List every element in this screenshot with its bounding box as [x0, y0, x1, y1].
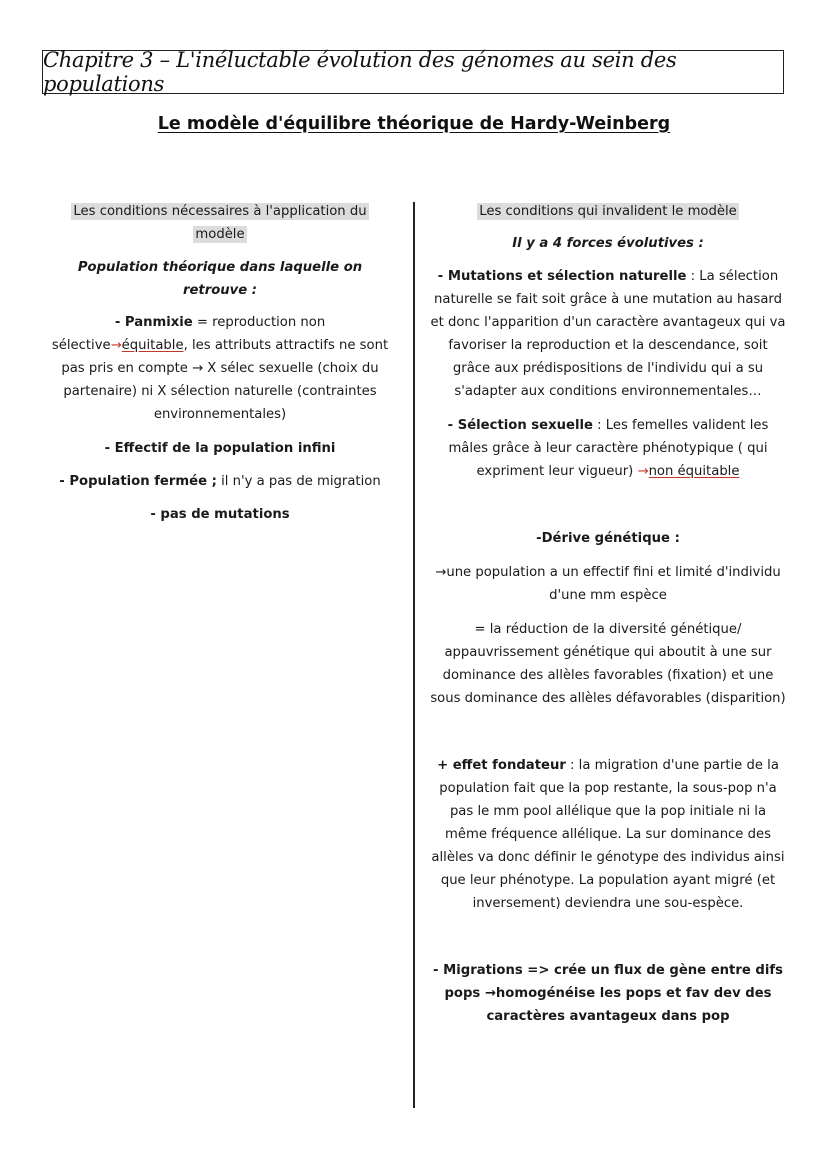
title-box [42, 50, 784, 94]
page-title: Chapitre 3 – L'inéluctable évolution des génomes au sein des populations [43, 48, 677, 96]
derive-paragraph-1: →une population a un effectif fini et limité d'individu d'une mm espèce [435, 565, 781, 603]
left-column [44, 200, 396, 526]
derive-paragraph-2: = la réduction de la diversité génétique/ appauvrissement génétique qui aboutit à une sur dominance des allèles favorables (fixation) et une sous dominance des allèles défavorables (disparition) [430, 622, 786, 706]
arrow-icon: → [435, 565, 447, 580]
left-heading: Les conditions nécessaires à l'application du modèle [73, 204, 367, 242]
arrow-icon: → [637, 464, 649, 479]
arrow-icon: → [484, 986, 496, 1001]
effet-fondateur-paragraph: + effet fondateur : la migration d'une partie de la population fait que la pop restante, la sous-pop n'a pas le mm pool allélique que la pop initiale ni la même fréquence allélique. La sur dominance des allèles va donc définir le génotype des individus ainsi que leur phénotype. La population ayant migré (et inversement) deviendra une sou-espèce. [431, 758, 785, 911]
fermee-paragraph: - Population fermée ; il n'y a pas de migration [59, 474, 381, 489]
right-column [430, 200, 786, 1028]
mutations-selection-paragraph: - Mutations et sélection naturelle : La sélection naturelle se fait soit grâce à une mutation au hasard et donc l'apparition d'un caractère avantageux qui va favoriser la reproduction et la descendance, soit grâce aux prédispositions de l'individu qui a su s'adapter aux conditions environnementales… [430, 269, 786, 399]
panmixie-paragraph: - Panmixie = reproduction non sélective→équitable, les attributs attractifs ne sont pas pris en compte → X sélec sexuelle (choix du partenaire) ni X sélection naturelle (contraintes environnementales) [51, 315, 389, 422]
forces-line: Il y a 4 forces évolutives : [512, 236, 704, 251]
mutations-paragraph: - pas de mutations [150, 507, 290, 522]
right-heading: Les conditions qui invalident le modèle [479, 204, 737, 219]
left-intro: Population théorique dans laquelle on retrouve : [77, 260, 363, 298]
page-subtitle: Le modèle d'équilibre théorique de Hardy-Weinberg [157, 114, 671, 134]
migrations-paragraph: - Migrations => crée un flux de gène entre difs pops →homogénéise les pops et fav dev des caractères avantageux dans pop [433, 963, 783, 1024]
effectif-paragraph: - Effectif de la population infini [104, 441, 336, 456]
arrow-icon: → [110, 338, 122, 353]
selection-sexuelle-paragraph: - Sélection sexuelle : Les femelles valident les mâles grâce à leur caractère phénotypique ( qui expriment leur vigueur) →non équitable [447, 418, 769, 479]
column-divider [413, 202, 415, 1108]
derive-heading: -Dérive génétique : [536, 531, 680, 546]
